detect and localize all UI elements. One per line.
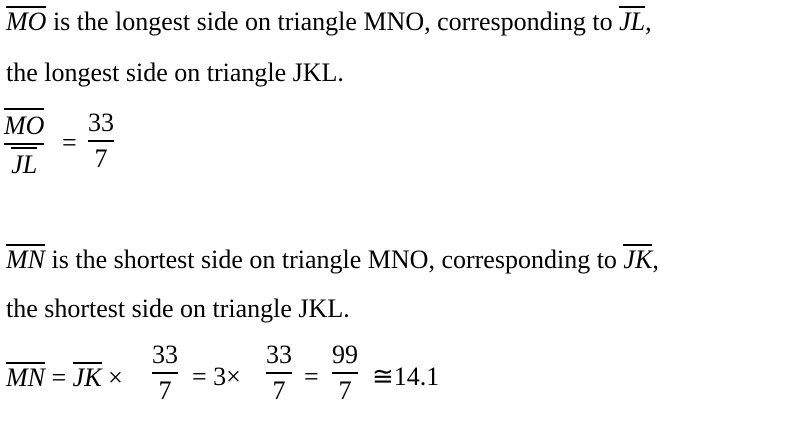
shortest-side-text: is the shortest side on triangle MNO, corresponding to xyxy=(51,245,617,274)
segment-jl: JL xyxy=(619,7,646,36)
fraction-bar xyxy=(4,143,44,145)
segment-jk: JK xyxy=(623,245,653,274)
times-sign: × xyxy=(226,362,241,391)
ratio-fraction-segments xyxy=(4,108,44,180)
shortest-side-statement xyxy=(6,244,659,275)
fraction-denominator: 7 xyxy=(158,376,172,405)
fraction-99-over-7 xyxy=(332,340,358,406)
segment-mn: MN xyxy=(6,245,45,274)
segment-mn-lhs: MN xyxy=(6,363,45,392)
fraction-bar xyxy=(332,372,358,374)
longest-side-text: is the longest side on triangle MNO, corresponding to xyxy=(52,7,613,36)
ratio-value-denominator: 7 xyxy=(94,144,108,173)
comma: , xyxy=(652,245,659,274)
calc-result xyxy=(372,362,439,392)
ratio-numerator-mo: MO xyxy=(4,108,44,141)
times-sign: × xyxy=(108,363,123,392)
longest-side-statement xyxy=(6,6,652,37)
ratio-denominator-jl: JL xyxy=(11,147,37,180)
equals-three: = 3 xyxy=(192,362,227,391)
ratio-value-numerator: 33 xyxy=(88,108,114,137)
fraction-numerator: 33 xyxy=(152,340,178,369)
ratio-fraction-values xyxy=(88,108,114,174)
comma: , xyxy=(645,7,652,36)
shortest-side-statement-cont: the shortest side on triangle JKL. xyxy=(6,294,350,323)
segment-jk-rhs: JK xyxy=(72,363,102,392)
fraction-33-over-7-second xyxy=(266,340,292,406)
calc-lhs xyxy=(6,362,123,393)
equals-sign: = xyxy=(51,363,67,392)
fraction-numerator: 99 xyxy=(332,340,358,369)
equals-sign: = xyxy=(62,128,77,157)
approx-equal-sign: ≅ xyxy=(372,362,394,391)
segment-mo: MO xyxy=(6,7,47,36)
result-value: 14.1 xyxy=(393,362,440,391)
fraction-denominator: 7 xyxy=(338,376,352,405)
fraction-33-over-7 xyxy=(152,340,178,406)
fraction-bar xyxy=(152,372,178,374)
equals-sign: = xyxy=(304,362,319,391)
fraction-numerator: 33 xyxy=(266,340,292,369)
calc-middle xyxy=(192,362,241,392)
fraction-denominator: 7 xyxy=(272,376,286,405)
fraction-bar xyxy=(88,140,114,142)
fraction-bar xyxy=(266,372,292,374)
longest-side-statement-cont: the longest side on triangle JKL. xyxy=(6,58,344,87)
